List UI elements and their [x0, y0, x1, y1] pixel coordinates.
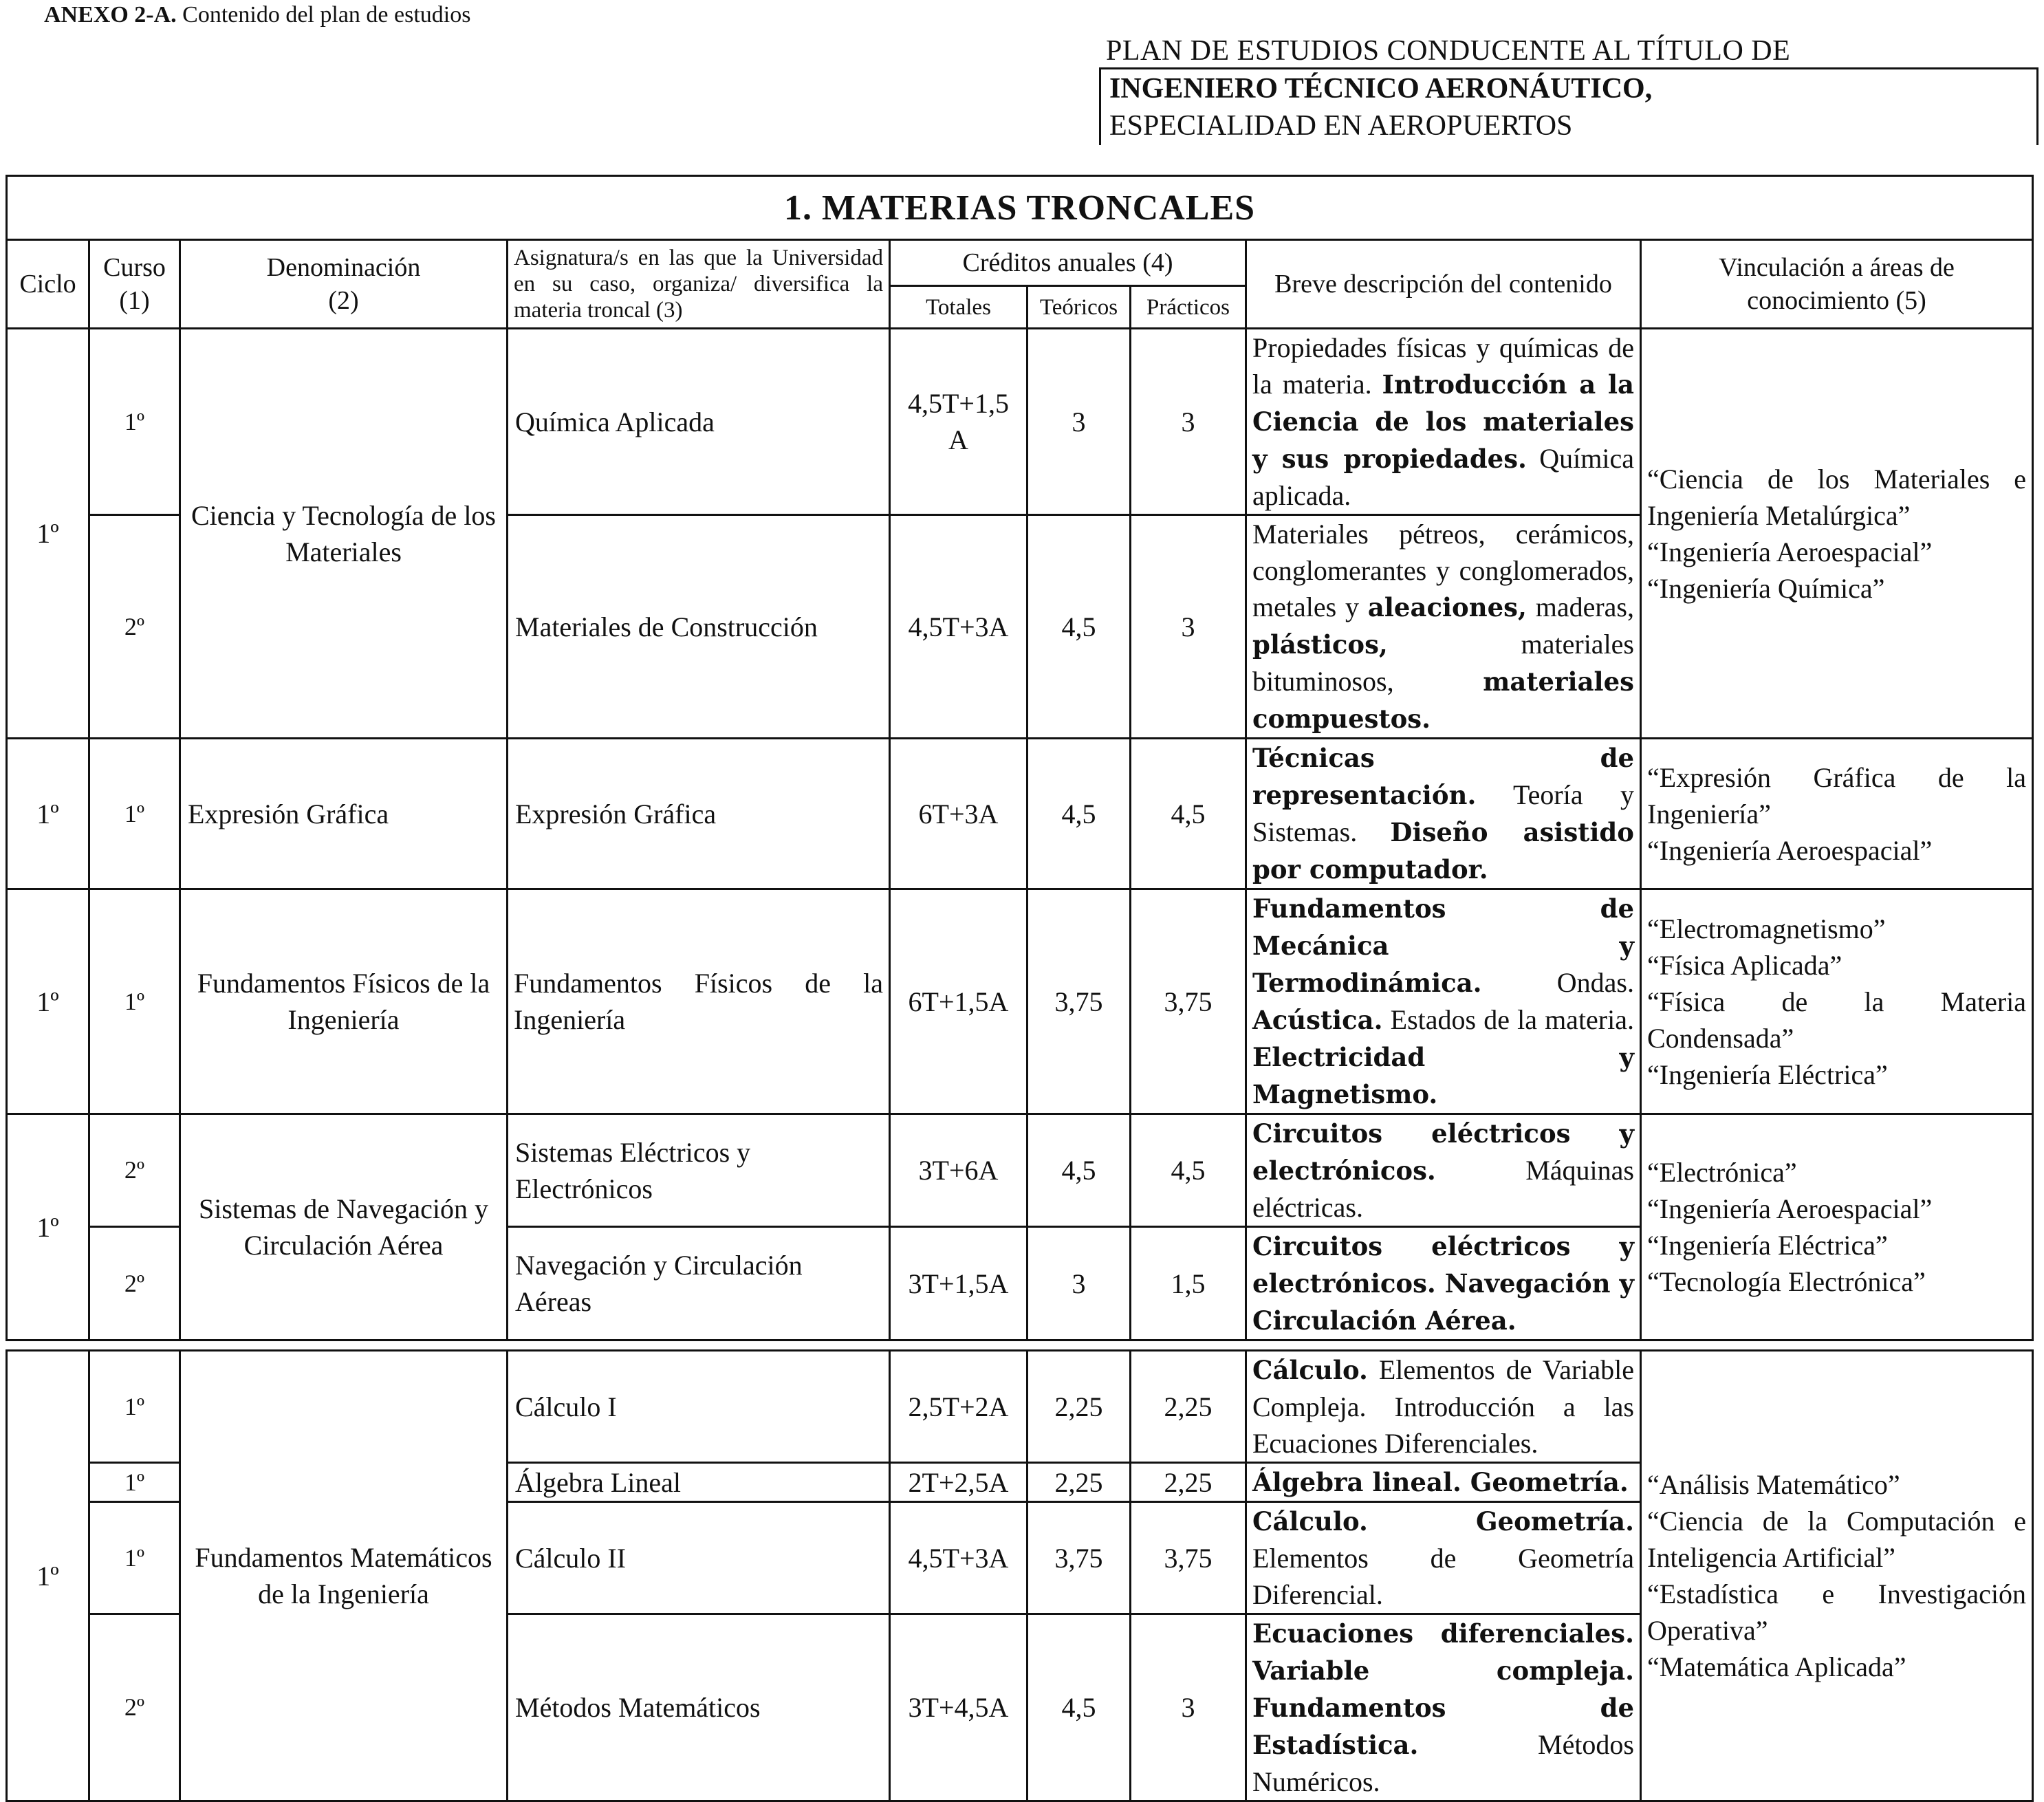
descripcion-cell: [1246, 739, 1641, 889]
description-fragment: Materiales pétreos, cerámicos, conglomerantes y conglomerados, metales y: [1252, 519, 1634, 622]
areas-cell: [1641, 1114, 2033, 1340]
knowledge-area: “Ciencia de los Materiales e Ingeniería Metalúrgica”: [1647, 463, 2027, 531]
col-creditos: Créditos anuales (4): [890, 240, 1246, 286]
degree-box: [1099, 67, 2038, 145]
knowledge-area: “Ingeniería Aeroespacial”: [1647, 1193, 1933, 1224]
col-ciclo: Ciclo: [7, 240, 89, 329]
annex-heading: [44, 0, 470, 30]
descripcion-cell: [1246, 1463, 1641, 1502]
teoricos-cell: 4,5: [1028, 515, 1131, 739]
descripcion-cell: [1246, 889, 1641, 1114]
teoricos-cell: 3: [1028, 1227, 1131, 1340]
troncales-table: [6, 175, 2034, 1802]
teoricos-cell: 2,25: [1028, 1463, 1131, 1502]
descripcion-cell: [1246, 1614, 1641, 1801]
degree-name: INGENIERO TÉCNICO AERONÁUTICO,: [1109, 73, 1653, 105]
col-vinculacion: Vinculación a áreas de conocimiento (5): [1641, 240, 2033, 329]
table-row: [7, 1351, 2033, 1463]
description-fragment: materiales bituminosos,: [1252, 629, 1634, 697]
description-fragment: Circuitos eléctricos y electrónicos.: [1252, 1118, 1634, 1186]
group-separator: [7, 1340, 2033, 1351]
table-row: [7, 889, 2033, 1114]
totales-cell: 2,5T+2A: [890, 1351, 1028, 1463]
ciclo-cell: 1º: [7, 329, 89, 739]
description-fragment: Elementos de Variable Compleja. Introducción a las Ecuaciones Diferenciales.: [1252, 1354, 1634, 1459]
description-fragment: Circuitos eléctricos y electrónicos. Navegación y Circulación Aérea.: [1252, 1231, 1634, 1336]
teoricos-cell: 3,75: [1028, 889, 1131, 1114]
asignatura-cell: Sistemas Eléctricos y Electrónicos: [508, 1114, 890, 1227]
col-descripcion: Breve descripción del contenido: [1246, 240, 1641, 329]
knowledge-area: “Electrónica”: [1647, 1157, 1797, 1188]
teoricos-cell: 4,5: [1028, 1114, 1131, 1227]
areas-cell: [1641, 889, 2033, 1114]
practicos-cell: 2,25: [1131, 1351, 1246, 1463]
asignatura-cell: Métodos Matemáticos: [508, 1614, 890, 1801]
practicos-cell: 3: [1131, 515, 1246, 739]
areas-cell: [1641, 739, 2033, 889]
col-practicos: Prácticos: [1131, 286, 1246, 329]
practicos-cell: 3,75: [1131, 1502, 1246, 1614]
denominacion-cell: Fundamentos Físicos de la Ingeniería: [180, 889, 508, 1114]
description-fragment: Elementos de Geometría Diferencial.: [1252, 1543, 1634, 1610]
ciclo-cell: 1º: [7, 889, 89, 1114]
descripcion-cell: [1246, 329, 1641, 515]
practicos-cell: 3: [1131, 329, 1246, 515]
descripcion-cell: [1246, 1227, 1641, 1340]
asignatura-cell: Navegación y Circulación Aéreas: [508, 1227, 890, 1340]
description-fragment: Cálculo.: [1252, 1355, 1368, 1385]
description-fragment: aleaciones,: [1367, 592, 1527, 622]
section-title: 1. MATERIAS TRONCALES: [7, 176, 2033, 240]
col-asignaturas: Asignatura/s en las que la Universidad en su caso, organiza/ diversifica la materia troncal (3): [508, 240, 890, 329]
curso-cell: 2º: [89, 515, 180, 739]
curso-cell: 2º: [89, 1614, 180, 1801]
description-fragment: Ondas.: [1481, 967, 1634, 998]
practicos-cell: 4,5: [1131, 1114, 1246, 1227]
description-fragment: Propiedades físicas y químicas de la materia.: [1252, 332, 1634, 400]
annex-label: ANEXO 2-A.: [44, 2, 177, 28]
totales-cell: 3T+1,5A: [890, 1227, 1028, 1340]
curso-cell: 1º: [89, 889, 180, 1114]
totales-cell: 4,5T+3A: [890, 515, 1028, 739]
description-fragment: Introducción a la Ciencia de los materiales y sus propiedades.: [1252, 369, 1634, 474]
teoricos-cell: 4,5: [1028, 1614, 1131, 1801]
teoricos-cell: 3: [1028, 329, 1131, 515]
knowledge-area: “Ingeniería Eléctrica”: [1647, 1230, 1888, 1261]
curso-cell: 1º: [89, 329, 180, 515]
plan-title: PLAN DE ESTUDIOS CONDUCENTE AL TÍTULO DE: [1106, 35, 1791, 67]
totales-cell: 2T+2,5A: [890, 1463, 1028, 1502]
knowledge-area: “Física de la Materia Condensada”: [1647, 986, 2027, 1054]
areas-cell: [1641, 1351, 2033, 1801]
description-fragment: Acústica.: [1252, 1005, 1383, 1035]
knowledge-area: “Ingeniería Química”: [1647, 572, 1885, 604]
curso-cell: 1º: [89, 739, 180, 889]
teoricos-cell: 4,5: [1028, 739, 1131, 889]
asignatura-cell: Álgebra Lineal: [508, 1463, 890, 1502]
practicos-cell: 4,5: [1131, 739, 1246, 889]
description-fragment: Máquinas eléctricas.: [1252, 1155, 1634, 1223]
curso-cell: 1º: [89, 1351, 180, 1463]
asignatura-cell: Fundamentos Físicos de la Ingeniería: [508, 889, 890, 1114]
knowledge-area: “Matemática Aplicada”: [1647, 1651, 1906, 1682]
description-fragment: Estados de la materia.: [1382, 1004, 1634, 1035]
description-fragment: Química aplicada.: [1252, 443, 1635, 511]
description-fragment: Electricidad y Magnetismo.: [1252, 1042, 1634, 1109]
practicos-cell: 3,75: [1131, 889, 1246, 1114]
description-fragment: Álgebra lineal. Geometría.: [1252, 1467, 1629, 1497]
totales-cell: 4,5T+1,5 A: [890, 329, 1028, 515]
asignatura-cell: Cálculo II: [508, 1502, 890, 1614]
totales-cell: 3T+6A: [890, 1114, 1028, 1227]
description-fragment: Teoría y Sistemas.: [1252, 779, 1634, 847]
description-fragment: plásticos,: [1252, 629, 1388, 660]
col-teoricos: Teóricos: [1028, 286, 1131, 329]
description-fragment: Cálculo. Geometría.: [1252, 1506, 1634, 1537]
annex-text: Contenido del plan de estudios: [182, 2, 471, 28]
degree-specialty: ESPECIALIDAD EN AEROPUERTOS: [1109, 110, 1573, 142]
table-row: [7, 1114, 2033, 1227]
description-fragment: Métodos Numéricos.: [1252, 1729, 1634, 1797]
totales-cell: 6T+1,5A: [890, 889, 1028, 1114]
col-totales: Totales: [890, 286, 1028, 329]
areas-cell: [1641, 329, 2033, 739]
knowledge-area: “Ingeniería Aeroespacial”: [1647, 834, 1933, 866]
descripcion-cell: [1246, 1351, 1641, 1463]
description-fragment: Diseño asistido por computador.: [1252, 817, 1634, 884]
totales-cell: 4,5T+3A: [890, 1502, 1028, 1614]
ciclo-cell: 1º: [7, 1351, 89, 1801]
denominacion-cell: Ciencia y Tecnología de los Materiales: [180, 329, 508, 739]
knowledge-area: “Física Aplicada”: [1647, 949, 1842, 981]
table-row: [7, 329, 2033, 515]
ciclo-cell: 1º: [7, 1114, 89, 1340]
asignatura-cell: Cálculo I: [508, 1351, 890, 1463]
descripcion-cell: [1246, 1114, 1641, 1227]
knowledge-area: “Ciencia de la Computación e Inteligencia Artificial”: [1647, 1506, 2027, 1573]
description-fragment: materiales compuestos.: [1252, 666, 1634, 734]
description-fragment: Fundamentos de Mecánica y Termodinámica.: [1252, 893, 1634, 998]
description-fragment: Técnicas de representación.: [1252, 743, 1634, 810]
denominacion-cell: Fundamentos Matemáticos de la Ingeniería: [180, 1351, 508, 1801]
description-fragment: maderas,: [1526, 591, 1635, 622]
curso-cell: 1º: [89, 1502, 180, 1614]
totales-cell: 6T+3A: [890, 739, 1028, 889]
asignatura-cell: Química Aplicada: [508, 329, 890, 515]
col-curso: Curso (1): [89, 240, 180, 329]
teoricos-cell: 2,25: [1028, 1351, 1131, 1463]
curso-cell: 2º: [89, 1114, 180, 1227]
knowledge-area: “Expresión Gráfica de la Ingeniería”: [1647, 761, 2027, 829]
ciclo-cell: 1º: [7, 739, 89, 889]
teoricos-cell: 3,75: [1028, 1502, 1131, 1614]
knowledge-area: “Análisis Matemático”: [1647, 1469, 1900, 1500]
knowledge-area: “Estadística e Investigación Operativa”: [1647, 1578, 2027, 1646]
descripcion-cell: [1246, 515, 1641, 739]
practicos-cell: 1,5: [1131, 1227, 1246, 1340]
denominacion-cell: Sistemas de Navegación y Circulación Aérea: [180, 1114, 508, 1340]
asignatura-cell: Expresión Gráfica: [508, 739, 890, 889]
asignatura-cell: Materiales de Construcción: [508, 515, 890, 739]
col-denominacion: Denominación (2): [180, 240, 508, 329]
descripcion-cell: [1246, 1502, 1641, 1614]
knowledge-area: “Electromagnetismo”: [1647, 913, 1886, 944]
knowledge-area: “Ingeniería Eléctrica”: [1647, 1059, 1888, 1090]
practicos-cell: 3: [1131, 1614, 1246, 1801]
table-row: [7, 739, 2033, 889]
practicos-cell: 2,25: [1131, 1463, 1246, 1502]
denominacion-cell: Expresión Gráfica: [180, 739, 508, 889]
description-fragment: Ecuaciones diferenciales. Variable compleja. Fundamentos de Estadística.: [1252, 1618, 1634, 1760]
knowledge-area: “Tecnología Electrónica”: [1647, 1266, 1926, 1297]
totales-cell: 3T+4,5A: [890, 1614, 1028, 1801]
curso-cell: 2º: [89, 1227, 180, 1340]
knowledge-area: “Ingeniería Aeroespacial”: [1647, 536, 1933, 567]
curso-cell: 1º: [89, 1463, 180, 1502]
